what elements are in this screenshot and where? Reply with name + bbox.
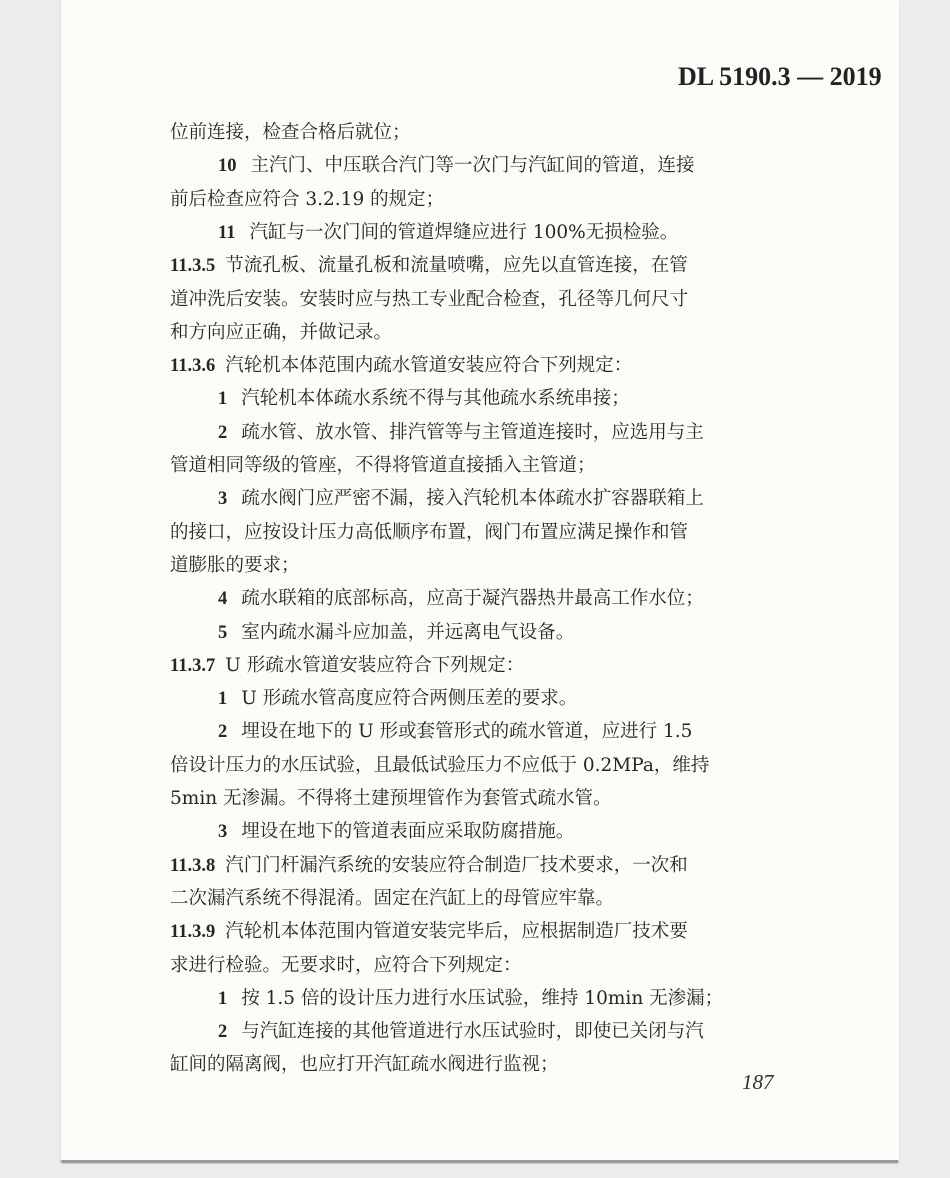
clause-number: 11.3.9 xyxy=(170,922,216,943)
line-text: 疏水阀门应严密不漏，接入汽轮机本体疏水扩容器联箱上 xyxy=(241,488,704,510)
text-line xyxy=(170,184,444,216)
clause-heading-line xyxy=(170,850,688,882)
line-text: U 形疏水管道安装应符合下列规定： xyxy=(225,654,525,676)
line-text: 位前连接，检查合格后就位； xyxy=(170,122,411,143)
text-line xyxy=(170,450,596,482)
text-line xyxy=(170,117,411,149)
list-item-line xyxy=(218,617,574,649)
line-text: 求进行检验。无要求时，应符合下列规定： xyxy=(170,954,522,976)
list-item-line xyxy=(218,983,723,1015)
clause-number: 11.3.7 xyxy=(170,655,216,676)
item-number: 5 xyxy=(218,622,228,643)
standard-code: DL 5190.3 — 2019 xyxy=(678,62,882,91)
line-text: 节流孔板、流量孔板和流量喷嘴，应先以直管连接，在管 xyxy=(225,255,688,277)
item-number: 1 xyxy=(218,389,228,410)
line-text: 前后检查应符合 3.2.19 的规定； xyxy=(170,188,445,210)
text-line xyxy=(170,783,612,815)
clause-heading-line xyxy=(170,350,632,382)
item-number: 2 xyxy=(218,1022,228,1043)
item-number: 1 xyxy=(218,988,228,1009)
list-item-line xyxy=(218,217,678,249)
text-line xyxy=(170,284,688,316)
line-text: 汽轮机本体疏水系统不得与其他疏水系统串接； xyxy=(241,388,630,410)
list-item-line xyxy=(218,383,630,415)
list-item-line xyxy=(218,716,692,748)
line-text: 5min 无渗漏。不得将土建预埋管作为套管式疏水管。 xyxy=(170,788,612,809)
list-item-line xyxy=(218,150,695,182)
list-item-line xyxy=(218,816,574,848)
line-text: 疏水管、放水管、排汽管等与主管道连接时，应选用与主 xyxy=(241,421,704,443)
line-text: 汽轮机本体范围内管道安装完毕后，应根据制造厂技术要 xyxy=(225,921,688,943)
text-line xyxy=(170,317,392,349)
line-text: 埋设在地下的管道表面应采取防腐措施。 xyxy=(241,821,575,843)
clause-number: 11.3.6 xyxy=(170,356,216,377)
line-text: 道膨胀的要求； xyxy=(170,554,300,576)
line-text: U 形疏水管高度应符合两侧压差的要求。 xyxy=(241,688,578,710)
line-text: 室内疏水漏斗应加盖，并远离电气设备。 xyxy=(241,621,575,643)
item-number: 2 xyxy=(218,722,228,743)
line-text: 和方向应正确，并做记录。 xyxy=(170,321,393,343)
list-item-line xyxy=(218,483,704,515)
line-text: 按 1.5 倍的设计压力进行水压试验，维持 10min 无渗漏； xyxy=(241,987,724,1009)
text-line xyxy=(170,550,300,582)
line-text: 汽轮机本体范围内疏水管道安装应符合下列规定： xyxy=(225,355,633,377)
item-number: 1 xyxy=(218,689,228,710)
line-text: 疏水联箱的底部标高，应高于凝汽器热井最高工作水位； xyxy=(241,588,704,610)
item-number: 3 xyxy=(218,822,228,843)
line-text: 与汽缸连接的其他管道进行水压试验时，即使已关闭与汽 xyxy=(241,1021,704,1043)
text-line xyxy=(170,517,688,549)
item-number: 11 xyxy=(218,222,236,243)
line-text: 主汽门、中压联合汽门等一次门与汽缸间的管道，连接 xyxy=(250,155,695,177)
line-text: 汽门门杆漏汽系统的安装应符合制造厂技术要求，一次和 xyxy=(225,854,688,876)
line-text: 的接口，应按设计压力高低顺序布置，阀门布置应满足操作和管 xyxy=(170,521,689,543)
item-number: 2 xyxy=(218,422,228,443)
line-text: 埋设在地下的 U 形或套管形式的疏水管道，应进行 1.5 xyxy=(241,721,693,743)
clause-heading-line xyxy=(170,250,688,282)
text-line xyxy=(170,750,709,782)
text-line xyxy=(170,883,614,915)
text-line xyxy=(170,1049,559,1081)
list-item-line xyxy=(218,583,704,615)
line-text: 道冲洗后安装。安装时应与热工专业配合检查，孔径等几何尺寸 xyxy=(170,288,689,310)
line-text: 管道相同等级的管座，不得将管道直接插入主管道； xyxy=(170,455,596,476)
clause-heading-line xyxy=(170,916,688,948)
item-number: 4 xyxy=(218,589,228,610)
line-text: 汽缸与一次门间的管道焊缝应进行 100%无损检验。 xyxy=(249,221,679,243)
line-text: 倍设计压力的水压试验，且最低试验压力不应低于 0.2MPa，维持 xyxy=(170,754,710,776)
list-item-line xyxy=(218,683,577,715)
page-edge-shadow xyxy=(62,1160,898,1163)
line-text: 二次漏汽系统不得混淆。固定在汽缸上的母管应牢靠。 xyxy=(170,887,615,909)
page-number: 187 xyxy=(742,1070,774,1094)
clause-number: 11.3.5 xyxy=(170,256,216,277)
clause-heading-line xyxy=(170,650,524,682)
clause-number: 11.3.8 xyxy=(170,855,216,876)
item-number: 10 xyxy=(218,156,237,177)
list-item-line xyxy=(218,417,704,449)
list-item-line xyxy=(218,1016,704,1048)
item-number: 3 xyxy=(218,489,228,510)
text-line xyxy=(170,950,522,982)
line-text: 缸间的隔离阀，也应打开汽缸疏水阀进行监视； xyxy=(170,1054,559,1076)
